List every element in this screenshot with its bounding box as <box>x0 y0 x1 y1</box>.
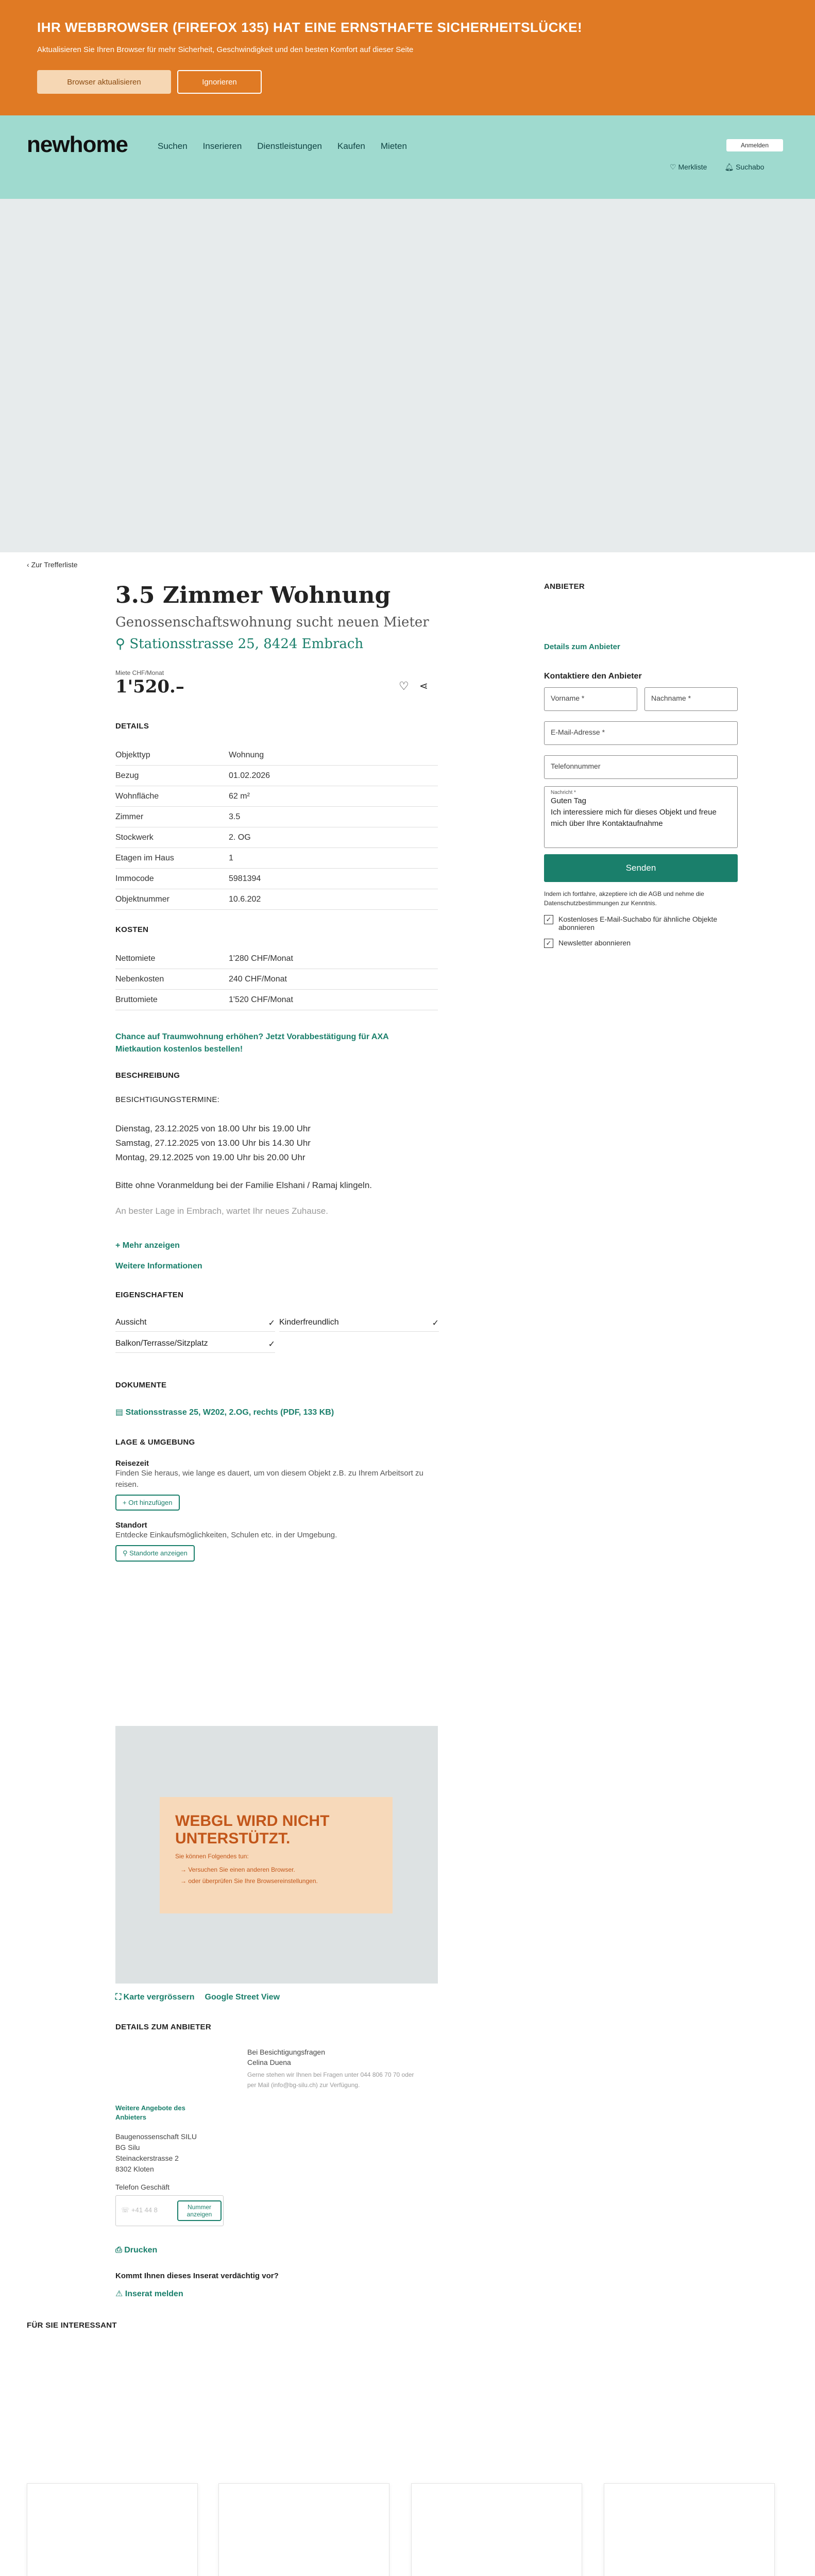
promo-card <box>218 2483 389 2576</box>
contact-sidebar <box>544 582 738 948</box>
features-list <box>115 1318 438 1353</box>
file-icon: ▤ <box>115 1408 126 1417</box>
webgl-title: WEBGL WIRD NICHT UNTERSTÜTZT. <box>175 1812 330 1847</box>
email-field[interactable]: E-Mail-Adresse * <box>544 721 738 745</box>
promo-card <box>27 2483 198 2576</box>
viewing-note: Bitte ohne Voranmeldung bei der Familie Elshani / Ramaj klingeln. <box>115 1180 372 1190</box>
warning-icon: ⚠ <box>115 2290 125 2298</box>
main-nav <box>158 141 407 151</box>
webgl-option: → oder überprüfen Sie Ihre Browsereinstellungen. <box>180 1877 318 1885</box>
phone-field: ☏ +41 44 8 <box>115 2195 224 2226</box>
document-link[interactable]: ▤ Stationsstrasse 25, W202, 2.OG, rechts (PDF, 133 KB) <box>115 1408 334 1417</box>
table-row: Nettomiete 1'280 CHF/Monat <box>115 948 438 969</box>
costs-table <box>115 948 438 1010</box>
promo-card <box>411 2483 582 2576</box>
webgl-warning <box>160 1797 393 1913</box>
logo[interactable]: newhome <box>27 132 128 157</box>
documents-heading: DOKUMENTE <box>115 1381 167 1389</box>
table-row: Bezug 01.02.2026 <box>115 766 438 786</box>
check-icon: ✓ <box>268 1340 275 1349</box>
map-pin-icon: ⚲ <box>115 636 130 652</box>
table-row: Bruttomiete 1'520 CHF/Monat <box>115 990 438 1010</box>
table-row: Zimmer 3.5 <box>115 807 438 827</box>
message-field[interactable] <box>544 786 738 848</box>
update-browser-button[interactable]: Browser aktualisieren <box>37 70 171 94</box>
contact-person: Bei Besichtigungsfragen Celina Duena Gerne stehen wir Ihnen bei Fragen unter 044 806 70 70 oder per Mail (info@bg-silu.ch) zur Verfügung. <box>247 2048 414 2089</box>
login-button[interactable]: Anmelden <box>726 139 783 151</box>
table-row: Etagen im Haus 1 <box>115 848 438 869</box>
location-text: Entdecke Einkaufsmöglichkeiten, Schulen etc. in der Umgebung. <box>115 1531 337 1539</box>
details-heading: DETAILS <box>115 722 149 731</box>
search-subscription-checkbox[interactable]: ✓ Kostenloses E-Mail-Suchabo für ähnliche Objekte abonnieren <box>544 915 738 931</box>
heart-icon: ♡ <box>670 163 678 171</box>
viewing-times <box>115 1122 438 1165</box>
provider-address: Baugenossenschaft SILU BG Silu Steinackerstrasse 2 8302 Kloten <box>115 2132 197 2173</box>
header-actions <box>670 163 764 172</box>
description-heading: BESCHREIBUNG <box>115 1071 180 1080</box>
ignore-button[interactable]: Ignorieren <box>177 70 262 94</box>
newsletter-checkbox[interactable]: ✓ Newsletter abonnieren <box>544 939 738 948</box>
expand-icon: ⛶ <box>115 1993 124 2002</box>
back-to-results-link[interactable]: ‹ Zur Trefferliste <box>27 561 78 569</box>
map-links <box>115 1993 438 2002</box>
add-place-button[interactable]: + Ort hinzufügen <box>115 1495 180 1511</box>
print-link[interactable]: ⎙ Drucken <box>115 2246 158 2255</box>
provider-section <box>115 1993 438 2299</box>
browser-warning-banner <box>0 0 815 115</box>
check-icon: ✓ <box>432 1319 439 1328</box>
nav-mieten[interactable]: Mieten <box>380 141 407 151</box>
site-header <box>0 115 815 199</box>
feature-item: Aussicht ✓ <box>115 1318 275 1332</box>
price-value: 1'520.– <box>115 676 184 697</box>
table-row: Objekttyp Wohnung <box>115 745 438 766</box>
viewing-line: Dienstag, 23.12.2025 von 18.00 Uhr bis 19.00 Uhr <box>115 1124 311 1133</box>
more-offers-link[interactable]: Weitere Angebote des Anbieters <box>115 2104 185 2121</box>
message-label: Nachricht * <box>551 790 576 795</box>
viewing-line: Montag, 29.12.2025 von 19.00 Uhr bis 20.00 Uhr <box>115 1153 305 1162</box>
suspicious-text: Kommt Ihnen dieses Inserat verdächtig vor? <box>115 2272 279 2280</box>
travel-time-text: Finden Sie heraus, wie lange es dauert, um von diesem Objekt z.B. zu Ihrem Arbeitsort zu reisen. <box>115 1469 423 1489</box>
listing-address[interactable]: ⚲ Stationsstrasse 25, 8424 Embrach <box>115 636 364 652</box>
share-icon[interactable]: ⋖ <box>419 681 428 692</box>
viewing-heading: BESICHTIGUNGSTERMINE: <box>115 1095 220 1104</box>
feature-item: Balkon/Terrasse/Sitzplatz ✓ <box>115 1339 275 1353</box>
show-more-link[interactable]: + Mehr anzeigen <box>115 1241 180 1250</box>
provider-details-link[interactable]: Details zum Anbieter <box>544 642 620 651</box>
price-block <box>115 669 438 705</box>
show-number-button[interactable]: Nummer anzeigen <box>177 2200 222 2221</box>
more-info-link[interactable]: Weitere Informationen <box>115 1262 202 1270</box>
heart-icon[interactable]: ♡ <box>399 680 409 692</box>
check-icon: ✓ <box>268 1319 275 1328</box>
location-label: Standort <box>115 1521 147 1530</box>
map-area[interactable] <box>115 1726 438 1984</box>
viewing-line: Samstag, 27.12.2025 von 13.00 Uhr bis 14.30 Uhr <box>115 1138 311 1148</box>
printer-icon: ⎙ <box>115 2246 125 2255</box>
costs-heading: KOSTEN <box>115 925 149 934</box>
merkliste-link[interactable]: ♡ Merkliste <box>670 163 707 171</box>
check-icon: ✓ <box>544 939 553 948</box>
lastname-field[interactable]: Nachname * <box>644 687 738 711</box>
name-row <box>544 681 738 711</box>
phone-label: Telefon Geschäft <box>115 2183 170 2191</box>
features-heading: EIGENSCHAFTEN <box>115 1291 184 1299</box>
message-text: Guten Tag Ich interessiere mich für dieses Objekt und freue mich über Ihre Kontaktaufnahme <box>551 796 717 828</box>
suchabo-link[interactable]: 🔔︎ Suchabo <box>724 163 765 171</box>
nav-kaufen[interactable]: Kaufen <box>337 141 365 151</box>
street-view-link[interactable]: Google Street View <box>205 1993 280 2002</box>
webgl-text: Sie können Folgendes tun: <box>175 1853 249 1860</box>
warning-title: IHR WEBBROWSER (FIREFOX 135) HAT EINE ERNSTHAFTE SICHERHEITSLÜCKE! <box>37 20 583 35</box>
table-row: Immocode 5981394 <box>115 869 438 889</box>
provider-block <box>115 2047 438 2243</box>
listing-main <box>115 582 438 1562</box>
phone-field[interactable]: Telefonnummer <box>544 755 738 779</box>
firstname-field[interactable]: Vorname * <box>544 687 637 711</box>
table-row: Nebenkosten 240 CHF/Monat <box>115 969 438 990</box>
listing-title: 3.5 Zimmer Wohnung <box>115 582 391 608</box>
description-fade: An bester Lage in Embrach, wartet Ihr neues Zuhause. <box>115 1206 328 1216</box>
feature-item: Kinderfreundlich ✓ <box>279 1318 439 1332</box>
listing-subtitle: Genossenschaftswohnung sucht neuen Mieter <box>115 615 429 630</box>
provider-heading: DETAILS ZUM ANBIETER <box>115 2023 211 2031</box>
chevron-left-icon: ‹ <box>27 561 31 569</box>
enlarge-map-link[interactable]: ⛶ Karte vergrössern <box>115 1993 195 2002</box>
show-locations-button[interactable]: ⚲ Standorte anzeigen <box>115 1545 195 1562</box>
travel-time-label: Reisezeit <box>115 1459 149 1468</box>
table-row: Objektnummer 10.6.202 <box>115 889 438 910</box>
location-heading: LAGE & UMGEBUNG <box>115 1438 195 1447</box>
legal-text: Indem ich fortfahre, akzeptiere ich die AGB und nehme die Datenschutzbestimmungen zur Kenntnis. <box>544 890 704 907</box>
check-icon: ✓ <box>544 915 553 924</box>
warning-text: Aktualisieren Sie Ihren Browser für mehr Sicherheit, Geschwindigkeit und den besten Komfort auf dieser Seite <box>37 45 414 54</box>
table-row: Stockwerk 2. OG <box>115 827 438 848</box>
nav-suchen[interactable]: Suchen <box>158 141 188 151</box>
report-link[interactable]: ⚠ Inserat melden <box>115 2290 183 2298</box>
image-gallery[interactable] <box>0 199 815 552</box>
webgl-option: → Versuchen Sie einen anderen Browser. <box>180 1866 295 1873</box>
nav-inserieren[interactable]: Inserieren <box>202 141 242 151</box>
price-label: Miete CHF/Monat <box>115 669 164 676</box>
map-pin-icon: ⚲ <box>123 1549 130 1557</box>
table-row: Wohnfläche 62 m² <box>115 786 438 807</box>
promo-card <box>604 2483 775 2576</box>
provider-heading: ANBIETER <box>544 582 585 591</box>
axa-promo-link[interactable]: Chance auf Traumwohnung erhöhen? Jetzt Vorabbestätigung für AXA Mietkaution kostenlos bestellen! <box>115 1032 389 1054</box>
bell-icon: 🔔︎ <box>724 163 736 171</box>
phone-icon: ☏ <box>121 2206 131 2214</box>
send-button[interactable]: Senden <box>544 854 738 882</box>
details-table <box>115 745 438 910</box>
contact-heading: Kontaktiere den Anbieter <box>544 672 642 681</box>
nav-dienstleistungen[interactable]: Dienstleistungen <box>257 141 322 151</box>
interesting-heading: FÜR SIE INTERESSANT <box>27 2321 117 2330</box>
